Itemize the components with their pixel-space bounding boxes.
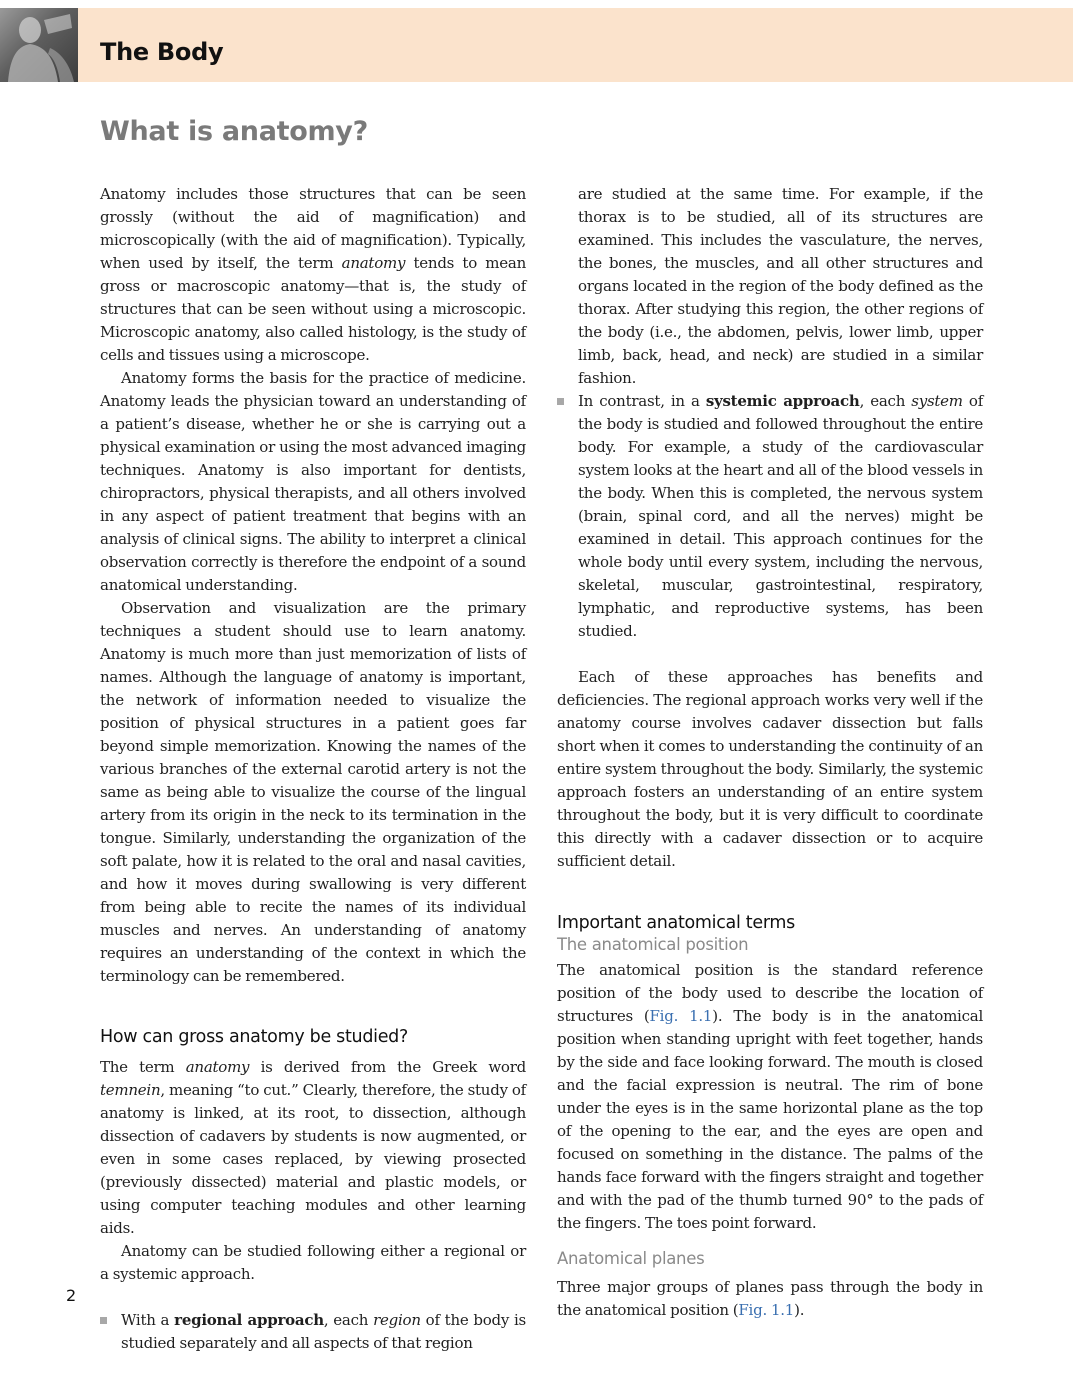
figure-link[interactable]: Fig. 1.1 xyxy=(649,1007,713,1025)
approaches-comparison-paragraph: Each of these approaches has benefits and deficiencies. The regional approach works very well if the anatomy course involves cadaver dissection but falls short when it comes to understanding the continuity of an entire system throughout the body. Similarly, the systemic approach fosters an understanding of an entire system throughout the body, but it is very difficult to coordinate this directly with a cadaver dissection or to acquire sufficient detail. xyxy=(557,668,983,870)
subheading-anatomical-position: The anatomical position xyxy=(557,935,749,954)
bullet-square-icon xyxy=(100,1317,107,1324)
list-item-regional-approach: With a regional approach, each region of the body is studied separately and all aspects of that region xyxy=(100,1309,526,1355)
subheading-anatomical-planes: Anatomical planes xyxy=(557,1249,705,1268)
section-heading-anatomical-terms: Important anatomical terms xyxy=(557,913,795,933)
observation-paragraph: Observation and visualization are the primary techniques a student should use to learn anatomy. Anatomy is much more than just memorization of lists of names. Although the language of anatomy is important, the network of information needed to visualize the position of physical structures in a patient goes far beyond simple memorization. Knowing the names of the various branches of the external carotid artery is not the same as being able to visualize the course of the lingual artery from its origin in the neck to its termination in the tongue. Similarly, understanding the organization of the soft palate, how it is related to the oral and nasal cavities, and how it moves during swallowing is very different from being able to recite the names of its individual muscles and nerves. An understanding of anatomy requires an understanding of the context in which the terminology can be remembered. xyxy=(100,599,526,985)
intro-paragraph: Anatomy includes those structures that can be seen grossly (without the aid of magnification) and microscopically (with the aid of magnification). Typically, when used by itself, the term anatomy tends to mean gross or macroscopic anatomy—that is, the study of structures that can be seen without using a microscopic. Microscopic anatomy, also called histology, is the study of cells and tissues using a microscope. xyxy=(100,185,526,364)
medicine-paragraph: Anatomy forms the basis for the practice of medicine. Anatomy leads the physician toward an understanding of a patient’s disease, whether he or she is carrying out a physical examination or using the most advanced imaging techniques. Anatomy is also important for dentists, chiropractors, physical therapists, and all others involved in any aspect of patient treatment that begins with an analysis of clinical signs. The ability to interpret a clinical observation correctly is therefore the endpoint of a sound anatomical understanding. xyxy=(100,369,526,594)
etymology-paragraph: The term anatomy is derived from the Greek word temnein, meaning “to cut.” Clearly, therefore, the study of anatomy is linked, at its root, to dissection, although dissection of cadavers by students is now augmented, or even in some cases replaced, by viewing prosected (previously dissected) material and plastic models, or using computer teaching modules and other learning aids. xyxy=(100,1058,526,1237)
anatomical-planes-paragraph: Three major groups of planes pass through the body in the anatomical position (Fig. 1.1). xyxy=(557,1278,983,1319)
anatomical-position-paragraph: The anatomical position is the standard reference position of the body used to describe the location of structures (Fig. 1.1). The body is in the anatomical position when standing upright with feet together, hands by the side and face looking forward. The mouth is closed and the facial expression is neutral. The rim of bone under the eyes is in the same horizontal plane as the top of the opening to the ear, and the eyes are open and focused on something in the distance. The palms of the hands face forward with the fingers straight and together and with the pad of the thumb turned 90° to the pads of the fingers. The toes point forward. xyxy=(557,961,983,1232)
approach-paragraph: Anatomy can be studied following either a regional or a systemic approach. xyxy=(100,1242,526,1283)
list-item-systemic-approach: In contrast, in a systemic approach, each system of the body is studied and followed throughout the entire body. For example, a study of the cardiovascular system looks at the heart and all of the blood vessels in the body. When this is completed, the nervous system (brain, spinal cord, and all the nerves) might be examined in detail. This approach continues for the whole body until every system, including the nervous, skeletal, muscular, gastrointestinal, respiratory, lymphatic, and reproductive systems, has been studied. xyxy=(557,390,983,643)
chapter-title: The Body xyxy=(100,38,224,66)
right-column xyxy=(557,183,983,1322)
bullet-square-icon xyxy=(557,398,564,405)
figure-link[interactable]: Fig. 1.1 xyxy=(738,1301,795,1319)
anatomy-figure-thumbnail-icon xyxy=(0,8,78,82)
chapter-header xyxy=(0,8,1073,82)
page-title: What is anatomy? xyxy=(100,116,368,147)
list-item-regional-approach-continued: are studied at the same time. For example, if the thorax is to be studied, all of its structures are examined. This includes the vasculature, the nerves, the bones, the muscles, and all other structures and organs located in the region of the body defined as the thorax. After studying this region, the other regions of the body (i.e., the abdomen, pelvis, lower limb, upper limb, back, head, and neck) are studied in a similar fashion. xyxy=(578,185,983,387)
section-heading-gross-anatomy: How can gross anatomy be studied? xyxy=(100,1027,408,1047)
left-column xyxy=(100,183,526,1355)
page-number: 2 xyxy=(66,1286,77,1305)
